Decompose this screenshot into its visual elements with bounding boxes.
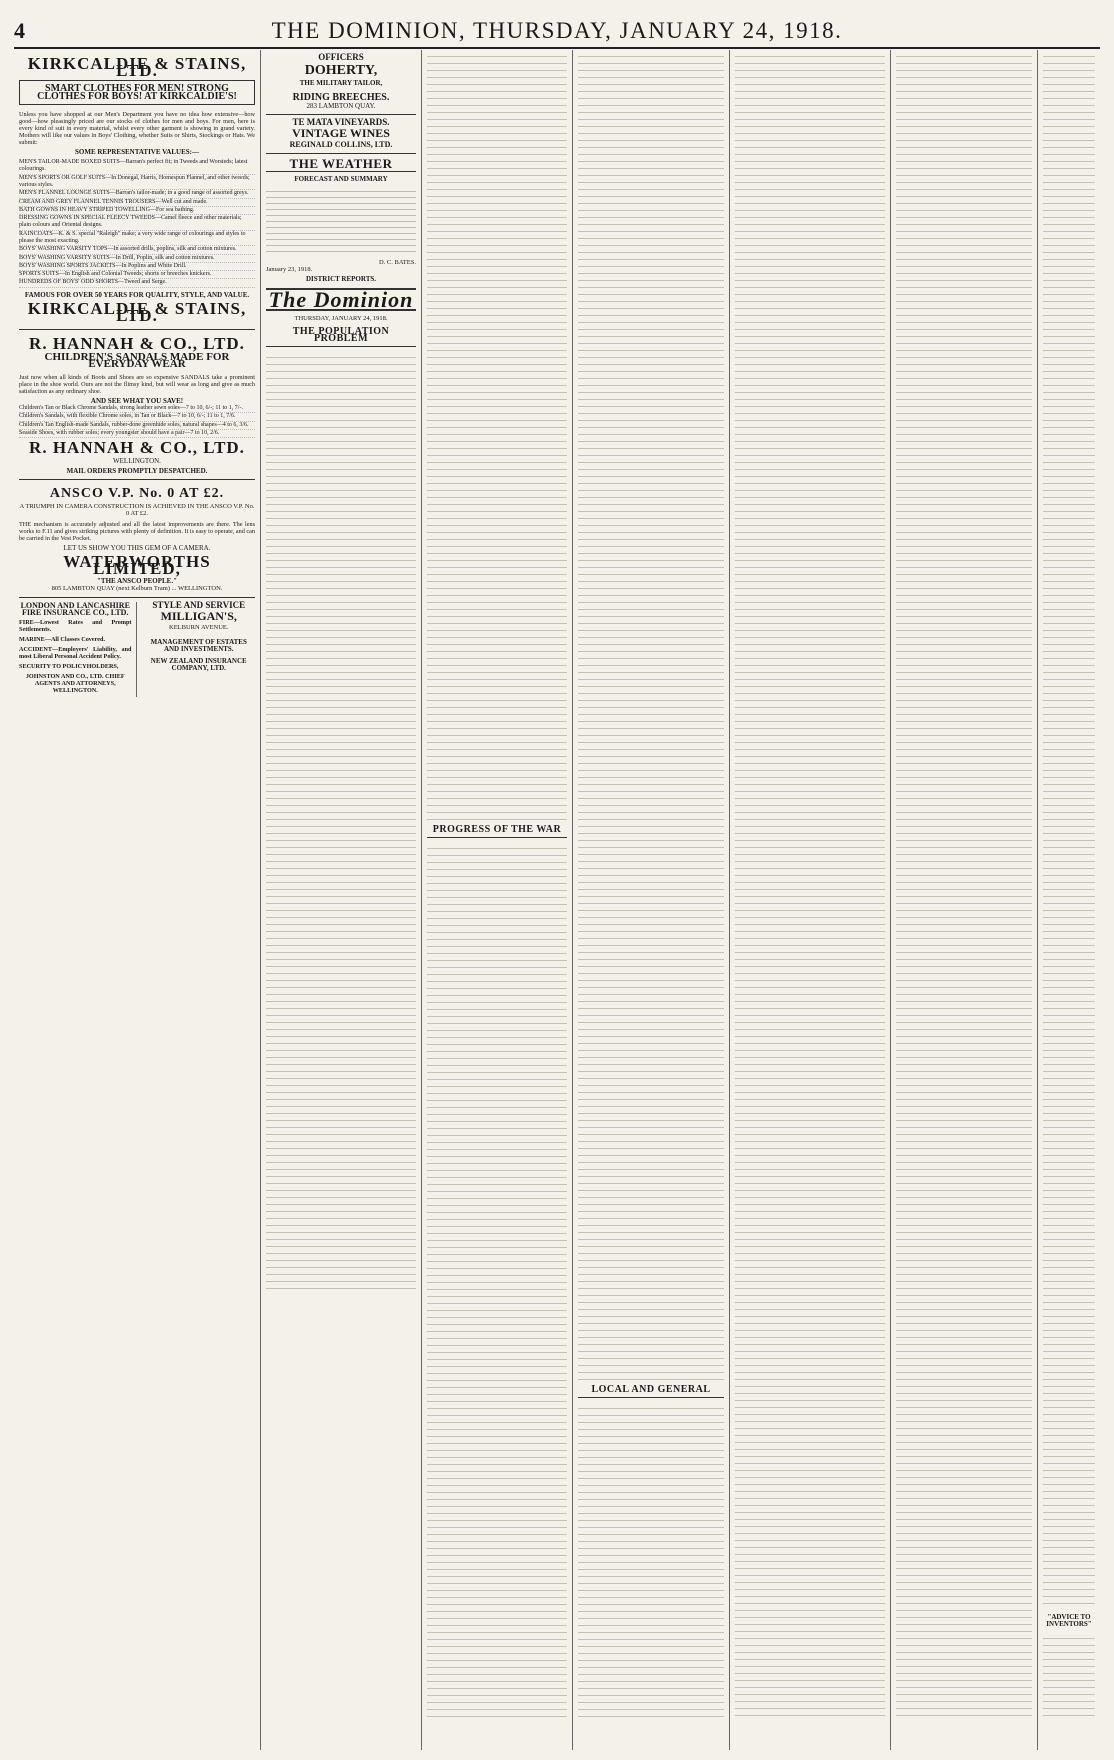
inventors-advert: "ADVICE TO INVENTORS": [1046, 1613, 1092, 1629]
insurance-line: MARINE—All Classes Covered.: [19, 636, 105, 644]
nz-insurance-sub: MANAGEMENT OF ESTATES AND INVESTMENTS.: [150, 638, 247, 654]
hannah-name: R. HANNAH & CO., LTD.: [29, 334, 245, 354]
kirkcaldie-item: RAINCOATS—K. & S. special "Raleigh" make; a very wide range of colourings and styles to please the most exacting.: [19, 231, 255, 247]
ansco-firm: WATERWORTHS LIMITED,: [63, 551, 211, 578]
hannah-ad: [19, 330, 255, 480]
kirkcaldie-item: BOYS' WASHING VARSITY SUITS—In Drill, Poplin, silk and cotton mixtures.: [19, 255, 255, 263]
kirkcaldie-ad: [19, 50, 255, 330]
vineyard-ad: [266, 115, 416, 154]
weather-date: January 23, 1918.: [266, 266, 313, 274]
hannah-intro: Just now when all kinds of Boots and Shoes are so expensive SANDALS take a prominent place in the shoe world. Ours are not the flimsy kind, but will wear as long and give as much satisfaction as any ordinary shoe.: [19, 373, 255, 395]
dominion-nameplate: The Dominion: [268, 286, 414, 312]
hannah-item: Children's Tan or Black Chrome Sandals, strong leather sewn soles—7 to 10, 6/-; 11 to 1, 7/-.: [19, 405, 255, 413]
kirkcaldie-item: SPORTS SUITS—In English and Colonial Tweeds; shorts or breeches knickers.: [19, 271, 255, 279]
hannah-footer: MAIL ORDERS PROMPTLY DESPATCHED.: [66, 466, 208, 475]
doherty-address: 283 LAMBTON QUAY.: [306, 101, 376, 110]
column-1: [14, 50, 261, 1750]
kirkcaldie-headline: SMART CLOTHES FOR MEN! STRONG CLOTHES FOR BOYS! AT KIRKCALDIE'S!: [19, 80, 255, 104]
officers-title: OFFICERS: [318, 52, 364, 62]
milligans-head: STYLE AND SERVICE: [152, 599, 246, 610]
insurance-line: ACCIDENT—Employers' Liability, and most Liberal Personal Accident Policy.: [19, 646, 132, 661]
kirkcaldie-intro: Unless you have shopped at our Men's Department you have no idea how extensive—how good—how pleasingly priced are our stocks of clothes for men and boys. For men, here is every kind of suit in every material, whilst every other garment is showing in grand variety. Mothers will like our values in Boys' Clothing, whether Suits or Shirts, Stockings or Hats. We submit:: [19, 110, 255, 146]
page-number: 4: [14, 18, 25, 43]
ansco-cta: LET US SHOW YOU THIS GEM OF A CAMERA.: [63, 543, 211, 552]
milligans-name: MILLIGAN'S,: [160, 608, 237, 623]
kirkcaldie-item: DRESSING GOWNS IN SPECIAL FLEECY TWEEDS—Camel fleece and other materials; plain colours and Oriental designs.: [19, 215, 255, 231]
kirkcaldie-item: MEN'S FLANNEL LOUNGE SUITS—Barran's tailor-made; in a good range of assorted greys.: [19, 190, 255, 198]
hannah-item: Children's Tan English-made Sandals, rubber-done greenhide soles, natural shapes—4 to 6, 3/6.: [19, 422, 255, 430]
vineyard-title: VINTAGE WINES: [292, 126, 390, 141]
weather-signed: D. C. BATES.: [378, 259, 416, 267]
newspaper-title: THE DOMINION, THURSDAY, JANUARY 24, 1918.: [271, 18, 843, 43]
column-7: [1038, 50, 1100, 1750]
hannah-sub: AND SEE WHAT YOU SAVE!: [90, 396, 184, 405]
kirkcaldie-item: BATH GOWNS IN HEAVY STRIPED TOWELLING—For sea bathing.: [19, 207, 255, 215]
ansco-headline: ANSCO V.P. No. 0 AT £2.: [49, 485, 225, 501]
weather-title: THE WEATHER: [289, 155, 393, 171]
kirkcaldie-footer: FAMOUS FOR OVER 50 YEARS FOR QUALITY, STYLE, AND VALUE.: [24, 290, 250, 299]
vineyard-contact: REGINALD COLLINS, LTD.: [289, 140, 393, 150]
local-headline: LOCAL AND GENERAL: [591, 1384, 711, 1395]
war-headline: PROGRESS OF THE WAR: [432, 824, 562, 835]
columns: [14, 50, 1100, 1750]
insurance-line: SECURITY TO POLICYHOLDERS,: [19, 663, 119, 671]
kirkcaldie-item: MEN'S SPORTS OR GOLF SUITS—In Donegal, Harris, Homespun Flannel, and other tweeds; various styles.: [19, 175, 255, 191]
ansco-ad: [19, 480, 255, 598]
ansco-sub: A TRIUMPH IN CAMERA CONSTRUCTION IS ACHIEVED IN THE ANSCO V.P. No. 0 AT £2.: [19, 503, 255, 518]
column-4: [573, 50, 730, 1750]
weather-sub: FORECAST AND SUMMARY: [294, 174, 388, 183]
kirkcaldie-item: HUNDREDS OF BOYS' ODD SHORTS—Tweed and Serge.: [19, 279, 255, 287]
kirkcaldie-item: BOYS' WASHING SPORTS JACKETS—In Poplins and White Drill.: [19, 263, 255, 271]
kirkcaldie-item: BOYS' WASHING VARSITY TOPS—In assorted drills, poplins, silk and cotton mixtures.: [19, 246, 255, 254]
hannah-item: Children's Sandals, with flexible Chrome soles, in Tan or Black—7 to 10, 6/-; 11 to 1, 7/6.: [19, 413, 255, 421]
kirkcaldie-item: CREAM AND GREY FLANNEL TENNIS TROUSERS—Well cut and made.: [19, 199, 255, 207]
bottom-ads: [19, 598, 255, 697]
ansco-firm-sub: "THE ANSCO PEOPLE.": [97, 577, 177, 586]
doherty-name: DOHERTY,: [304, 63, 378, 79]
population-headline: THE POPULATION PROBLEM: [292, 326, 390, 345]
hannah-name-repeat: R. HANNAH & CO., LTD.: [29, 438, 245, 458]
kirkcaldie-name-repeat: KIRKCALDIE & STAINS, LTD.: [27, 298, 247, 326]
doherty-sub: THE MILITARY TAILOR,: [299, 79, 383, 88]
milligans-address: KELBURN AVENUE.: [169, 624, 229, 632]
kirkcaldie-name: KIRKCALDIE & STAINS, LTD.: [27, 54, 247, 81]
weather-district: DISTRICT REPORTS.: [305, 275, 377, 284]
insurance-line: FIRE—Lowest Rates and Prompt Settlements.: [19, 619, 132, 634]
hannah-item: Seaside Shoes, with rubber soles; every youngster should have a pair—7 to 10, 2/6.: [19, 430, 255, 438]
dominion-date: THURSDAY, JANUARY 24, 1918.: [294, 314, 388, 322]
vineyard-name: TE MATA VINEYARDS.: [292, 117, 390, 128]
doherty-riding: RIDING BREECHES.: [292, 91, 390, 103]
doherty-ad: [266, 50, 416, 115]
london-insurance-title: LONDON AND LANCASHIRE FIRE INSURANCE CO., LTD.: [20, 600, 130, 617]
column-6: [891, 50, 1038, 1750]
london-insurance-ad: [19, 602, 137, 697]
column-5: [730, 50, 891, 1750]
hannah-city: WELLINGTON.: [113, 456, 161, 465]
kirkcaldie-item: MEN'S TAILOR-MADE BOXED SUITS—Barran's perfect fit; in Tweeds and Worsteds; latest colourings.: [19, 159, 255, 175]
nz-insurance-title: NEW ZEALAND INSURANCE COMPANY, LTD.: [150, 656, 247, 672]
column-3: [422, 50, 573, 1750]
column-2: [261, 50, 422, 1750]
ansco-address: 805 LAMBTON QUAY (next Kelburn Tram) ... WELLINGTON.: [51, 585, 223, 593]
ansco-body: THE mechanism is accurately adjusted and all the latest improvements are there. The lens works to F.11 and gives striking pictures with plenty of definition. It is easy to operate, and can be carried in the Vest Pocket.: [19, 520, 255, 542]
kirkcaldie-values-title: SOME REPRESENTATIVE VALUES:—: [75, 147, 199, 156]
hannah-headline: CHILDREN'S SANDALS MADE FOR EVERYDAY WEAR: [44, 350, 230, 370]
milligans-ad: [143, 599, 256, 697]
insurance-agents: JOHNSTON AND CO., LTD. CHIEF AGENTS AND ATTORNEYS, WELLINGTON.: [25, 673, 125, 695]
masthead: [14, 14, 1100, 49]
